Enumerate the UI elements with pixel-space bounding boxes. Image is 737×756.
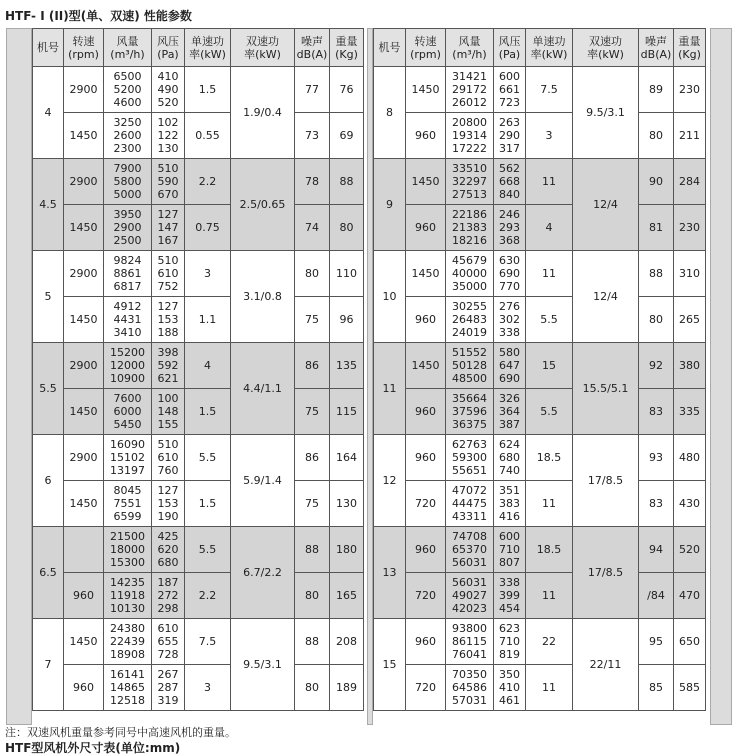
single-power-cell: 11 <box>526 573 573 619</box>
table-row <box>33 159 364 205</box>
header-noise: 噪声 dB(A) <box>295 29 330 67</box>
speed-cell: 960 <box>64 665 104 711</box>
table-row <box>374 389 706 435</box>
table-row <box>374 343 706 389</box>
single-power-cell: 2.2 <box>185 159 231 205</box>
single-power-cell: 1.5 <box>185 481 231 527</box>
weight-cell: 650 <box>674 619 706 665</box>
single-power-cell: 5.5 <box>526 389 573 435</box>
dual-power-cell: 17/8.5 <box>573 435 639 527</box>
pressure-cell: 580 647 690 <box>494 343 526 389</box>
flow-cell: 51552 50128 48500 <box>446 343 494 389</box>
dual-power-cell: 2.5/0.65 <box>231 159 295 251</box>
speed-cell: 960 <box>64 573 104 619</box>
noise-cell: 86 <box>295 343 330 389</box>
dual-power-cell: 6.7/2.2 <box>231 527 295 619</box>
flow-cell: 33510 32297 27513 <box>446 159 494 205</box>
weight-cell: 430 <box>674 481 706 527</box>
flow-cell: 24380 22439 18908 <box>104 619 152 665</box>
weight-cell: 180 <box>330 527 364 573</box>
pressure-cell: 624 680 740 <box>494 435 526 481</box>
weight-cell: 130 <box>330 481 364 527</box>
pressure-cell: 600 710 807 <box>494 527 526 573</box>
weight-cell: 380 <box>674 343 706 389</box>
noise-cell: 88 <box>639 251 674 297</box>
flow-cell: 16141 14865 12518 <box>104 665 152 711</box>
weight-cell: 480 <box>674 435 706 481</box>
noise-cell: 80 <box>639 113 674 159</box>
pressure-cell: 276 302 338 <box>494 297 526 343</box>
single-power-cell: 0.75 <box>185 205 231 251</box>
model-cell: 7 <box>33 619 64 711</box>
model-cell: 12 <box>374 435 406 527</box>
header-pressure: 风压 (Pa) <box>152 29 185 67</box>
flow-cell: 62763 59300 55651 <box>446 435 494 481</box>
pressure-cell: 263 290 317 <box>494 113 526 159</box>
speed-cell: 960 <box>406 527 446 573</box>
weight-cell: 164 <box>330 435 364 481</box>
flow-cell: 8045 7551 6599 <box>104 481 152 527</box>
flow-cell: 3250 2600 2300 <box>104 113 152 159</box>
table-row <box>33 665 364 711</box>
table-row <box>33 205 364 251</box>
weight-cell: 135 <box>330 343 364 389</box>
footnote: 注：双速风机重量参考同号中高速风机的重量。 <box>5 726 236 739</box>
header-single-power: 单速功 率(kW) <box>185 29 231 67</box>
table-row <box>374 619 706 665</box>
noise-cell: 89 <box>639 67 674 113</box>
table-row <box>33 343 364 389</box>
speed-cell: 720 <box>406 481 446 527</box>
header-flow: 风量 (m³/h) <box>446 29 494 67</box>
speed-cell: 1450 <box>406 251 446 297</box>
left-edge-stripe <box>6 28 32 725</box>
model-cell: 6.5 <box>33 527 64 619</box>
single-power-cell: 7.5 <box>526 67 573 113</box>
table-row <box>374 113 706 159</box>
single-power-cell: 1.1 <box>185 297 231 343</box>
pressure-cell: 127 153 190 <box>152 481 185 527</box>
speed-cell: 1450 <box>64 619 104 665</box>
table-row <box>33 619 364 665</box>
dual-power-cell: 3.1/0.8 <box>231 251 295 343</box>
noise-cell: 80 <box>295 665 330 711</box>
header-model: 机号 <box>33 29 64 67</box>
flow-cell: 3950 2900 2500 <box>104 205 152 251</box>
table-row <box>33 113 364 159</box>
single-power-cell: 5.5 <box>526 297 573 343</box>
model-cell: 4.5 <box>33 159 64 251</box>
noise-cell: /84 <box>639 573 674 619</box>
flow-cell: 45679 40000 35000 <box>446 251 494 297</box>
single-power-cell: 11 <box>526 251 573 297</box>
speed-cell: 960 <box>406 205 446 251</box>
pressure-cell: 338 399 454 <box>494 573 526 619</box>
table-row <box>33 573 364 619</box>
pressure-cell: 127 153 188 <box>152 297 185 343</box>
flow-cell: 56031 49027 42023 <box>446 573 494 619</box>
speed-cell: 1450 <box>406 343 446 389</box>
single-power-cell: 7.5 <box>185 619 231 665</box>
speed-cell: 2900 <box>64 251 104 297</box>
flow-cell: 14235 11918 10130 <box>104 573 152 619</box>
pressure-cell: 267 287 319 <box>152 665 185 711</box>
model-cell: 15 <box>374 619 406 711</box>
speed-cell: 2900 <box>64 343 104 389</box>
speed-cell: 960 <box>406 297 446 343</box>
speed-cell: 1450 <box>64 389 104 435</box>
pressure-cell: 600 661 723 <box>494 67 526 113</box>
table-row <box>374 573 706 619</box>
single-power-cell: 22 <box>526 619 573 665</box>
weight-cell: 211 <box>674 113 706 159</box>
flow-cell: 31421 29172 26012 <box>446 67 494 113</box>
table-row <box>374 67 706 113</box>
speed-cell: 2900 <box>64 435 104 481</box>
table-row <box>33 251 364 297</box>
weight-cell: 76 <box>330 67 364 113</box>
dual-power-cell: 17/8.5 <box>573 527 639 619</box>
single-power-cell: 1.5 <box>185 389 231 435</box>
model-cell: 13 <box>374 527 406 619</box>
pressure-cell: 100 148 155 <box>152 389 185 435</box>
table-row <box>374 481 706 527</box>
table-row <box>374 527 706 573</box>
model-cell: 6 <box>33 435 64 527</box>
single-power-cell: 3 <box>185 665 231 711</box>
model-cell: 11 <box>374 343 406 435</box>
weight-cell: 69 <box>330 113 364 159</box>
table-row <box>374 251 706 297</box>
noise-cell: 75 <box>295 297 330 343</box>
weight-cell: 88 <box>330 159 364 205</box>
noise-cell: 86 <box>295 435 330 481</box>
noise-cell: 90 <box>639 159 674 205</box>
table-row <box>33 527 364 573</box>
dual-power-cell: 4.4/1.1 <box>231 343 295 435</box>
dual-power-cell: 9.5/3.1 <box>231 619 295 711</box>
noise-cell: 92 <box>639 343 674 389</box>
noise-cell: 93 <box>639 435 674 481</box>
flow-cell: 7600 6000 5450 <box>104 389 152 435</box>
pressure-cell: 350 410 461 <box>494 665 526 711</box>
weight-cell: 110 <box>330 251 364 297</box>
table-title: HTF- I (II)型(单、双速) 性能参数 <box>5 9 192 23</box>
weight-cell: 310 <box>674 251 706 297</box>
dual-power-cell: 15.5/5.1 <box>573 343 639 435</box>
noise-cell: 80 <box>295 251 330 297</box>
noise-cell: 78 <box>295 159 330 205</box>
pressure-cell: 127 147 167 <box>152 205 185 251</box>
model-cell: 9 <box>374 159 406 251</box>
model-cell: 5.5 <box>33 343 64 435</box>
single-power-cell: 4 <box>526 205 573 251</box>
flow-cell: 6500 5200 4600 <box>104 67 152 113</box>
flow-cell: 35664 37596 36375 <box>446 389 494 435</box>
flow-cell: 74708 65370 56031 <box>446 527 494 573</box>
table-row <box>374 297 706 343</box>
weight-cell: 80 <box>330 205 364 251</box>
pressure-cell: 630 690 770 <box>494 251 526 297</box>
flow-cell: 4912 4431 3410 <box>104 297 152 343</box>
model-cell: 4 <box>33 67 64 159</box>
single-power-cell: 0.55 <box>185 113 231 159</box>
pressure-cell: 187 272 298 <box>152 573 185 619</box>
header-noise: 噪声 dB(A) <box>639 29 674 67</box>
single-power-cell: 18.5 <box>526 435 573 481</box>
dimension-table-heading: HTF型风机外尺寸表(单位:mm) <box>5 741 181 755</box>
pressure-cell: 610 655 728 <box>152 619 185 665</box>
model-cell: 10 <box>374 251 406 343</box>
model-cell: 5 <box>33 251 64 343</box>
single-power-cell: 1.5 <box>185 67 231 113</box>
noise-cell: 73 <box>295 113 330 159</box>
single-power-cell: 5.5 <box>185 435 231 481</box>
flow-cell: 9824 8861 6817 <box>104 251 152 297</box>
pressure-cell: 326 364 387 <box>494 389 526 435</box>
pressure-cell: 351 383 416 <box>494 481 526 527</box>
noise-cell: 80 <box>639 297 674 343</box>
weight-cell: 230 <box>674 67 706 113</box>
flow-cell: 15200 12000 10900 <box>104 343 152 389</box>
weight-cell: 265 <box>674 297 706 343</box>
table-row <box>33 435 364 481</box>
table-row <box>374 205 706 251</box>
header-speed: 转速 (rpm) <box>406 29 446 67</box>
table-row <box>33 481 364 527</box>
single-power-cell: 5.5 <box>185 527 231 573</box>
dual-power-cell: 9.5/3.1 <box>573 67 639 159</box>
header-weight: 重量 (Kg) <box>330 29 364 67</box>
noise-cell: 95 <box>639 619 674 665</box>
header-weight: 重量 (Kg) <box>674 29 706 67</box>
weight-cell: 96 <box>330 297 364 343</box>
pressure-cell: 102 122 130 <box>152 113 185 159</box>
table-row <box>374 159 706 205</box>
weight-cell: 520 <box>674 527 706 573</box>
noise-cell: 83 <box>639 481 674 527</box>
single-power-cell: 3 <box>185 251 231 297</box>
flow-cell: 7900 5800 5000 <box>104 159 152 205</box>
pressure-cell: 425 620 680 <box>152 527 185 573</box>
noise-cell: 75 <box>295 389 330 435</box>
single-power-cell: 11 <box>526 159 573 205</box>
speed-cell: 960 <box>406 389 446 435</box>
flow-cell: 30255 26483 24019 <box>446 297 494 343</box>
single-power-cell: 2.2 <box>185 573 231 619</box>
flow-cell: 20800 19314 17222 <box>446 113 494 159</box>
flow-cell: 93800 86115 76041 <box>446 619 494 665</box>
pressure-cell: 510 610 760 <box>152 435 185 481</box>
model-cell: 8 <box>374 67 406 159</box>
flow-cell: 21500 18000 15300 <box>104 527 152 573</box>
noise-cell: 75 <box>295 481 330 527</box>
table-row <box>33 297 364 343</box>
header-row <box>33 29 364 67</box>
noise-cell: 88 <box>295 527 330 573</box>
header-single-power: 单速功 率(kW) <box>526 29 573 67</box>
speed-cell: 960 <box>406 619 446 665</box>
speed-cell: 1450 <box>64 205 104 251</box>
weight-cell: 208 <box>330 619 364 665</box>
flow-cell: 22186 21383 18216 <box>446 205 494 251</box>
flow-cell: 16090 15102 13197 <box>104 435 152 481</box>
dual-power-cell: 22/11 <box>573 619 639 711</box>
speed-cell: 1450 <box>406 67 446 113</box>
weight-cell: 335 <box>674 389 706 435</box>
weight-cell: 115 <box>330 389 364 435</box>
pressure-cell: 623 710 819 <box>494 619 526 665</box>
header-dual-power: 双速功 率(kW) <box>231 29 295 67</box>
header-flow: 风量 (m³/h) <box>104 29 152 67</box>
noise-cell: 81 <box>639 205 674 251</box>
pressure-cell: 510 610 752 <box>152 251 185 297</box>
speed-cell: 2900 <box>64 67 104 113</box>
single-power-cell: 4 <box>185 343 231 389</box>
pressure-cell: 510 590 670 <box>152 159 185 205</box>
table-row <box>374 435 706 481</box>
header-row <box>374 29 706 67</box>
right-edge-stripe <box>710 28 732 725</box>
weight-cell: 165 <box>330 573 364 619</box>
weight-cell: 230 <box>674 205 706 251</box>
pressure-cell: 398 592 621 <box>152 343 185 389</box>
flow-cell: 47072 44475 43311 <box>446 481 494 527</box>
noise-cell: 83 <box>639 389 674 435</box>
performance-table-left <box>32 28 364 711</box>
header-speed: 转速 (rpm) <box>64 29 104 67</box>
performance-table-right <box>373 28 706 711</box>
weight-cell: 470 <box>674 573 706 619</box>
speed-cell: 720 <box>406 573 446 619</box>
speed-cell <box>64 527 104 573</box>
table-row <box>33 67 364 113</box>
pressure-cell: 246 293 368 <box>494 205 526 251</box>
table-row <box>374 665 706 711</box>
dual-power-cell: 5.9/1.4 <box>231 435 295 527</box>
noise-cell: 88 <box>295 619 330 665</box>
dual-power-cell: 12/4 <box>573 251 639 343</box>
speed-cell: 960 <box>406 113 446 159</box>
header-model: 机号 <box>374 29 406 67</box>
speed-cell: 2900 <box>64 159 104 205</box>
flow-cell: 70350 64586 57031 <box>446 665 494 711</box>
speed-cell: 1450 <box>406 159 446 205</box>
speed-cell: 960 <box>406 435 446 481</box>
dual-power-cell: 12/4 <box>573 159 639 251</box>
noise-cell: 94 <box>639 527 674 573</box>
speed-cell: 1450 <box>64 113 104 159</box>
header-dual-power: 双速功 率(kW) <box>573 29 639 67</box>
weight-cell: 189 <box>330 665 364 711</box>
single-power-cell: 3 <box>526 113 573 159</box>
single-power-cell: 11 <box>526 665 573 711</box>
speed-cell: 1450 <box>64 297 104 343</box>
pressure-cell: 562 668 840 <box>494 159 526 205</box>
single-power-cell: 15 <box>526 343 573 389</box>
header-pressure: 风压 (Pa) <box>494 29 526 67</box>
noise-cell: 77 <box>295 67 330 113</box>
noise-cell: 85 <box>639 665 674 711</box>
table-row <box>33 389 364 435</box>
speed-cell: 720 <box>406 665 446 711</box>
weight-cell: 585 <box>674 665 706 711</box>
noise-cell: 74 <box>295 205 330 251</box>
pressure-cell: 410 490 520 <box>152 67 185 113</box>
weight-cell: 284 <box>674 159 706 205</box>
speed-cell: 1450 <box>64 481 104 527</box>
single-power-cell: 18.5 <box>526 527 573 573</box>
single-power-cell: 11 <box>526 481 573 527</box>
noise-cell: 80 <box>295 573 330 619</box>
dual-power-cell: 1.9/0.4 <box>231 67 295 159</box>
